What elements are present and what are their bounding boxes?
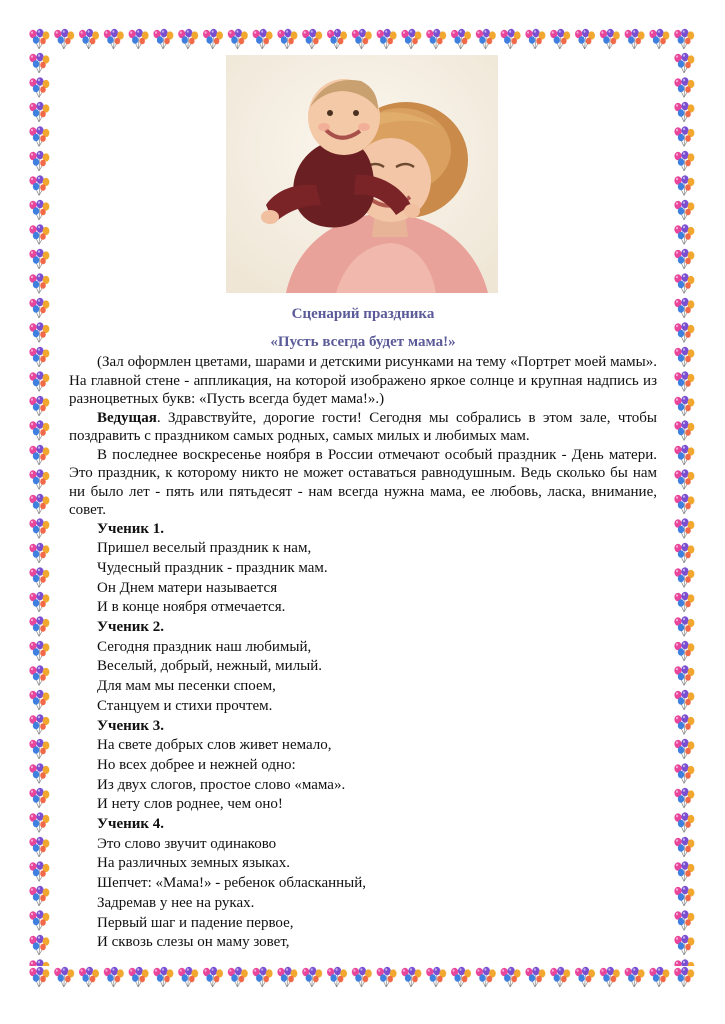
verse-line: Шепчет: «Мама!» - ребенок обласканный, [97,875,367,892]
verse-line: Чудесный праздник - праздник мам. [97,559,328,576]
intro-paragraph: (Зал оформлен цветами, шарами и детскими рисунками на тему «Портрет моей мамы». На главной стене - аппликация, на которой изображено яркое солнце и крупная надпись из разноцветных букв: «Пусть всегда будет мама!».) [69,354,657,407]
verse-line: Сегодня праздник наш любимый, [97,638,312,655]
page-subtitle: «Пусть всегда будет мама!» [270,334,456,350]
student-3-block [69,717,657,816]
balloon-border-right-icon [673,52,697,966]
verse-line: Пришел веселый праздник к нам, [97,540,312,557]
student-3-label: Ученик 3. [97,717,165,734]
verse-line: И нету слов роднее, чем оно! [97,796,283,813]
balloon-border-bottom-icon [28,966,697,990]
balloon-border-top-icon [28,28,697,52]
student-2-block [69,618,657,717]
verse-line: Это слово звучит одинаково [97,835,277,852]
verse-line: Но всех добрее и нежней одно: [97,756,296,773]
holiday-paragraph: В последнее воскресенье ноября в России отмечают особый праздник - День матери. Это праздник, к которому никто не может оставаться равнодушным. Ведь сколько бы нам ни было лет - пять или пятьдесят - нам всегда нужна мама, ее любовь, ласка, внимание, совет. [69,446,657,518]
verse-line: Станцуем и стихи прочтем. [97,697,273,714]
student-4-block [69,815,657,953]
student-1-label: Ученик 1. [97,520,165,537]
verse-line: Для мам мы песенки споем, [97,678,276,695]
verse-line: На различных земных языках. [97,855,291,872]
host-text: . Здравствуйте, дорогие гости! Сегодня мы собрались в этом зале, чтобы поздравить с праздником самых родных, самых милых и любимых мам. [69,409,657,444]
verse-line: Первый шаг и падение первое, [97,914,294,931]
verse-line: И сквозь слезы он маму зовет, [97,934,290,951]
mother-child-photo [226,55,498,293]
student-4-label: Ученик 4. [97,816,165,833]
student-1-block [69,520,657,619]
host-paragraph [69,409,657,446]
verse-line: На свете добрых слов живет немало, [97,737,332,754]
page-title: Сценарий праздника [291,306,435,322]
verse-line: Веселый, добрый, нежный, милый. [97,658,323,675]
verse-line: Из двух слогов, простое слово «мама». [97,776,346,793]
balloon-border-left-icon [28,52,52,966]
student-2-label: Ученик 2. [97,619,165,636]
verse-line: Задремав у нее на руках. [97,894,255,911]
verse-line: Он Днем матери называется [97,579,278,596]
host-label: Ведущая [97,409,157,426]
verse-line: И в конце ноября отмечается. [97,599,286,616]
